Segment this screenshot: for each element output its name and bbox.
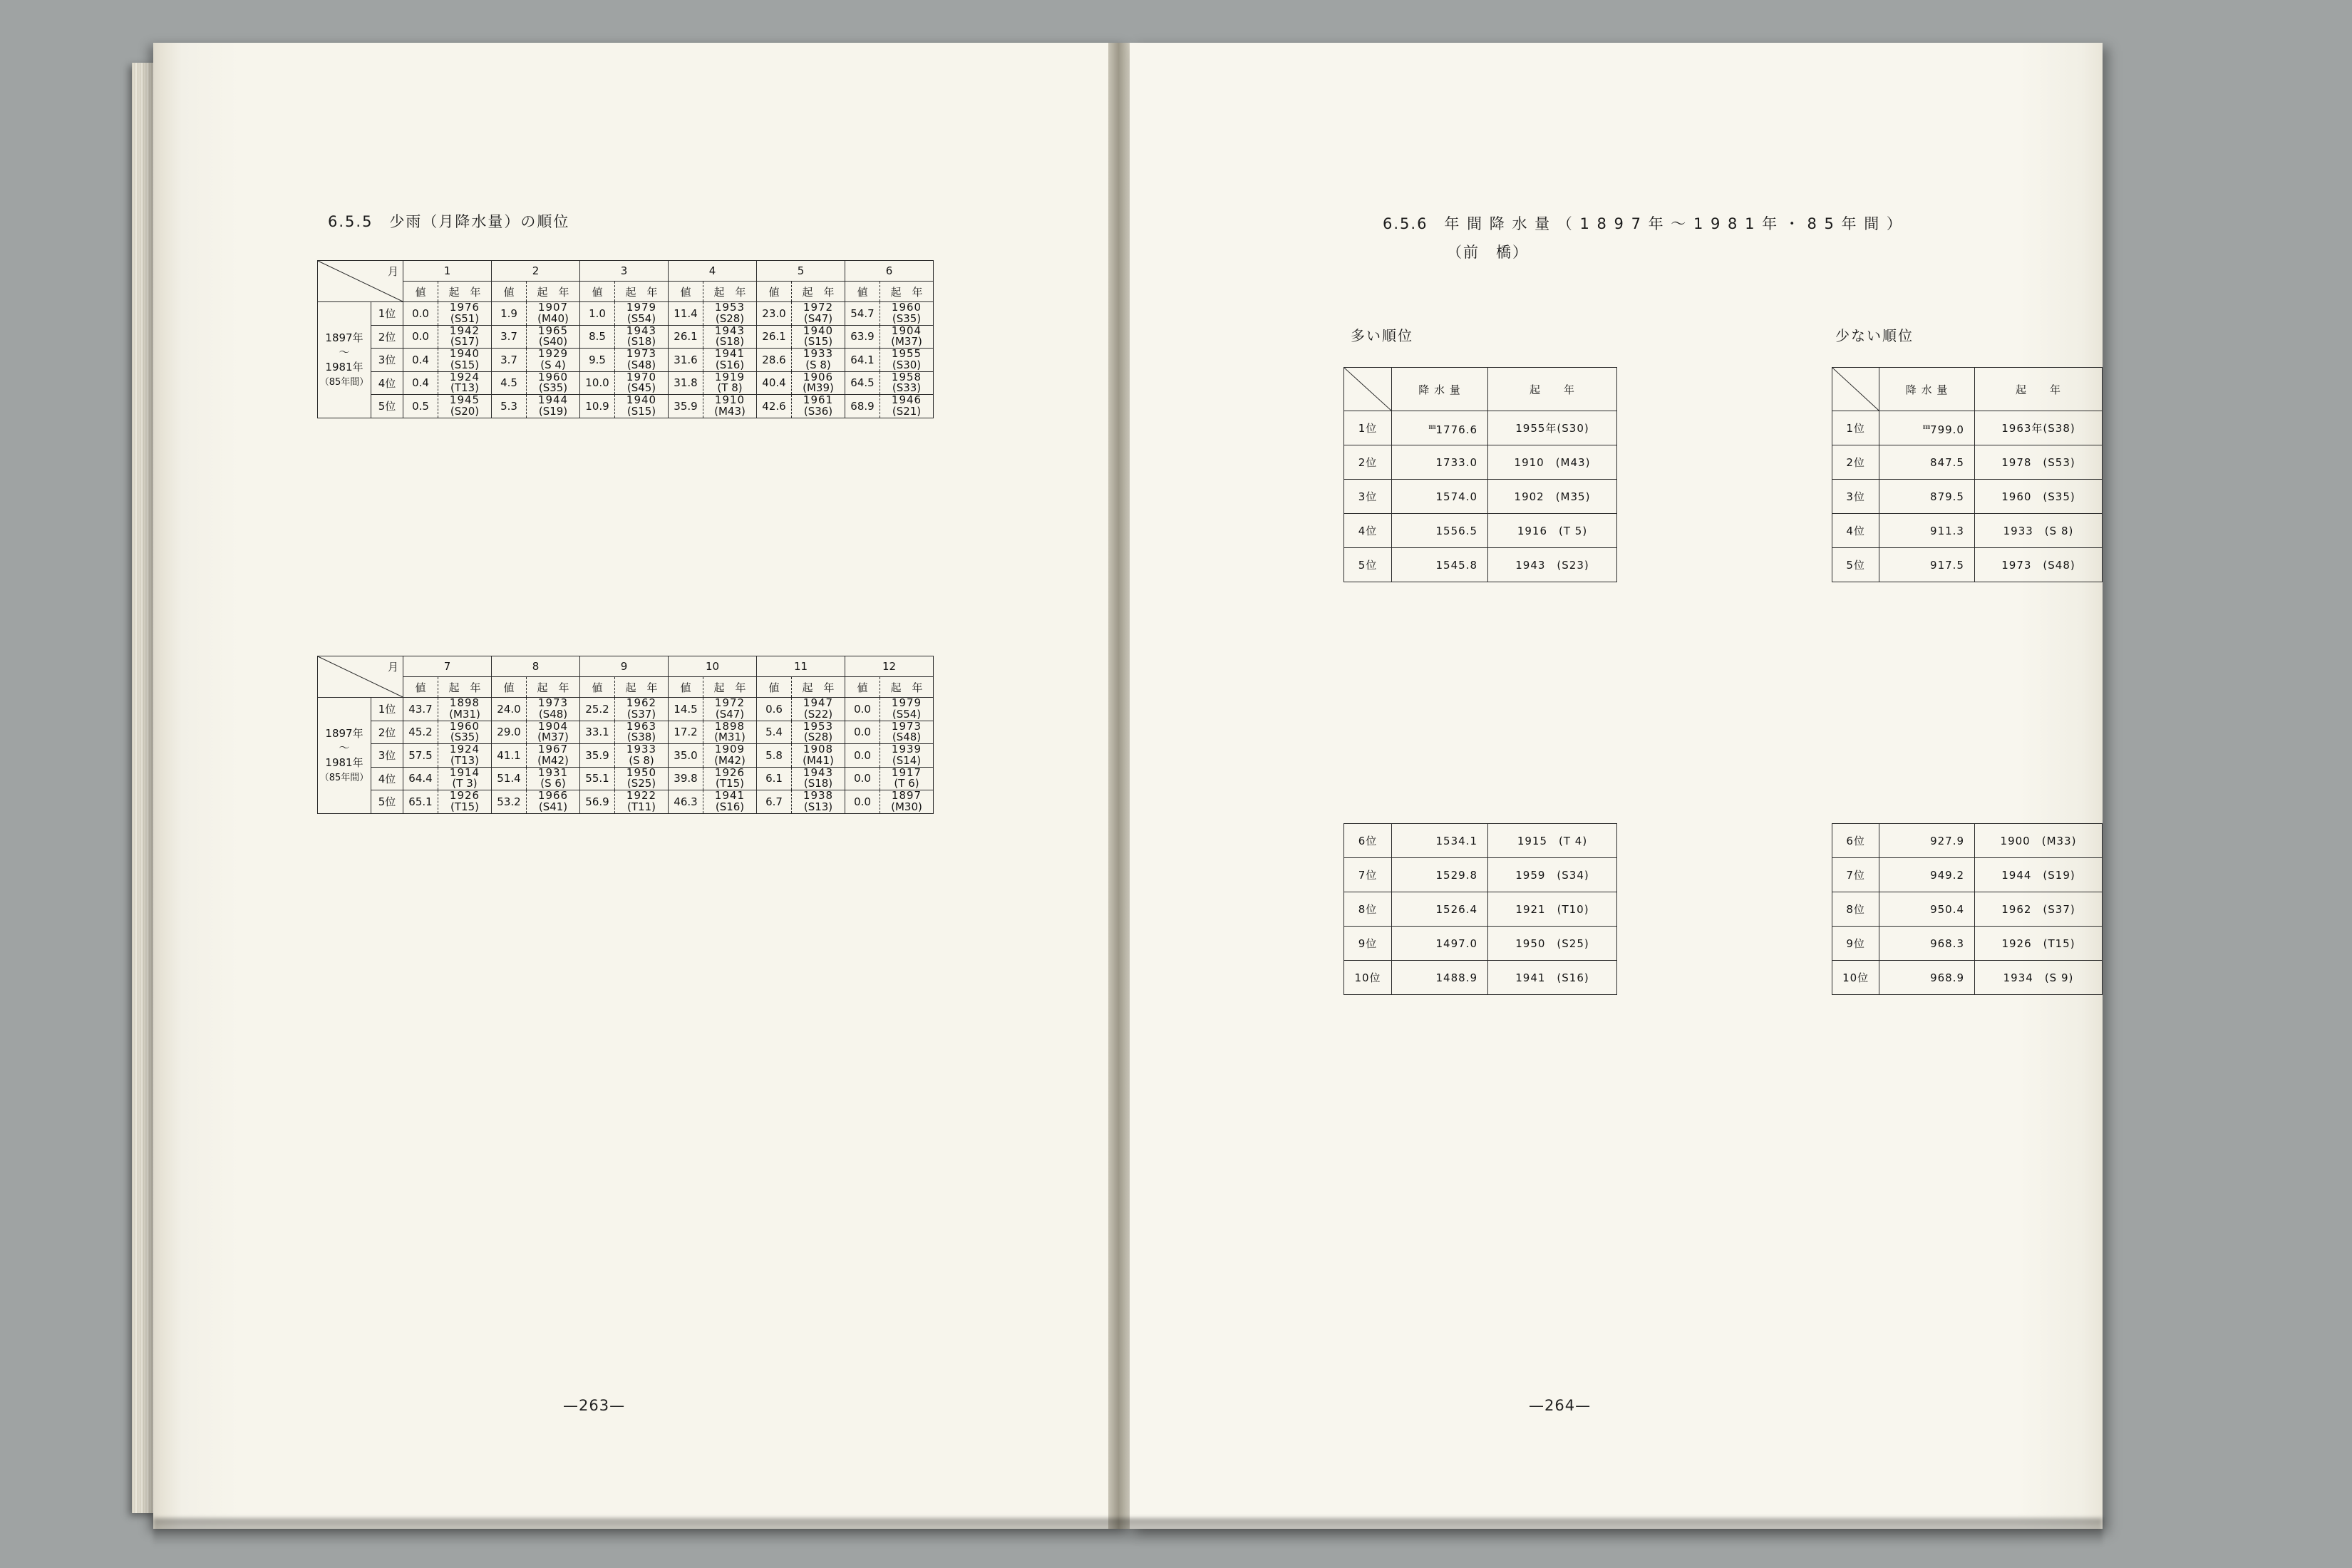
rank-label: 3位 [371, 349, 403, 372]
cell-year: 1924 (T13) [438, 744, 492, 768]
rank-label: 1位 [1344, 411, 1392, 445]
cell-value: 5.8 [757, 744, 792, 768]
month-header-4: 4 [669, 261, 757, 282]
subheader-year: 起 年 [527, 677, 580, 698]
cell-value: 68.9 [845, 395, 880, 418]
table-subheader-row [318, 677, 934, 698]
table-subheader-row [318, 282, 934, 302]
corner-cell [318, 261, 403, 302]
subheader-year: 起 年 [527, 282, 580, 302]
rank-label: 1位 [1832, 411, 1879, 445]
subheader-value: 値 [669, 677, 703, 698]
rank-label: 2位 [1832, 445, 1879, 480]
table-header-row [318, 656, 934, 677]
cell-year: 1904 (M37) [527, 721, 580, 744]
cell-year: 1955 (S30) [880, 349, 934, 372]
cell-value: 64.4 [403, 767, 438, 790]
rank-label: 5位 [1832, 548, 1879, 582]
right-section-title-line1: 6.5.6 年 間 降 水 量 （ 1 8 9 7 年 〜 1 9 8 1 年 ・ 8 5 年 間 ） [1383, 215, 1903, 232]
cell-year: 1966 (S41) [527, 790, 580, 814]
rank-label: 2位 [371, 721, 403, 744]
table-row [1832, 961, 2103, 995]
cell-year: 1959 (S34) [1488, 858, 1617, 892]
cell-year: 1919 (T 8) [703, 371, 757, 395]
cell-value: 0.5 [403, 395, 438, 418]
cell-year: 1915 (T 4) [1488, 824, 1617, 858]
table-many-rank-6-10 [1343, 823, 1617, 995]
month-header-11: 11 [757, 656, 845, 677]
cell-value: 0.0 [845, 721, 880, 744]
month-header-8: 8 [492, 656, 580, 677]
cell-value: 1.0 [580, 302, 615, 326]
subheader-value: 値 [492, 677, 527, 698]
cell-value: 26.1 [757, 325, 792, 349]
table-row [318, 790, 934, 814]
rank-label: 3位 [371, 744, 403, 768]
cell-value: 8.5 [580, 325, 615, 349]
subheader-value: 値 [669, 282, 703, 302]
cell-year: 1946 (S21) [880, 395, 934, 418]
table-row [1832, 548, 2103, 582]
table-few-rank-1-5 [1832, 367, 2103, 582]
rank-label: 8位 [1832, 892, 1879, 927]
cell-year: 1962 (S37) [615, 698, 669, 721]
cell-value: 0.0 [845, 767, 880, 790]
cell-amount: 1534.1 [1392, 824, 1488, 858]
cell-value: 0.0 [845, 790, 880, 814]
rank-label: 1位 [371, 302, 403, 326]
month-header-7: 7 [403, 656, 492, 677]
cell-value: 10.0 [580, 371, 615, 395]
cell-year: 1898 (M31) [438, 698, 492, 721]
cell-amount: 1545.8 [1392, 548, 1488, 582]
cell-amount: 968.3 [1879, 927, 1975, 961]
month-header-3: 3 [580, 261, 669, 282]
cell-year: 1897 (M30) [880, 790, 934, 814]
header-amount: 降 水 量 [1879, 368, 1975, 411]
unit-mm: ㎜ [1428, 423, 1436, 431]
cell-year: 1972 (S47) [703, 698, 757, 721]
cell-value: 3.7 [492, 325, 527, 349]
subheader-year: 起 年 [703, 677, 757, 698]
cell-year: 1960 (S35) [1974, 480, 2102, 514]
subheader-value: 値 [403, 282, 438, 302]
month-header-10: 10 [669, 656, 757, 677]
cell-year: 1965 (S40) [527, 325, 580, 349]
cell-year: 1945 (S20) [438, 395, 492, 418]
cell-amount: ㎜799.0 [1879, 411, 1975, 445]
cell-year: 1917 (T 6) [880, 767, 934, 790]
rank-label: 5位 [371, 790, 403, 814]
table-row [1832, 824, 2103, 858]
cell-year: 1970 (S45) [615, 371, 669, 395]
cell-year: 1931 (S 6) [527, 767, 580, 790]
table-header-row [1344, 368, 1617, 411]
cell-year: 1898 (M31) [703, 721, 757, 744]
cell-year: 1902 (M35) [1488, 480, 1617, 514]
right-section-title-line2: （前 橋） [1447, 244, 1529, 261]
cell-amount: 1529.8 [1392, 858, 1488, 892]
cell-year: 1960 (S35) [880, 302, 934, 326]
cell-value: 3.7 [492, 349, 527, 372]
table-row [318, 325, 934, 349]
cell-year: 1943 (S23) [1488, 548, 1617, 582]
cell-year: 1900 (M33) [1975, 824, 2103, 858]
cell-value: 57.5 [403, 744, 438, 768]
cell-year: 1947 (S22) [792, 698, 845, 721]
cell-amount: ㎜1776.6 [1392, 411, 1488, 445]
table-row [1832, 480, 2103, 514]
cell-value: 9.5 [580, 349, 615, 372]
cell-amount: 1488.9 [1392, 961, 1488, 995]
subheader-value: 値 [580, 282, 615, 302]
cell-value: 35.9 [669, 395, 703, 418]
cell-year: 1973 (S48) [1974, 548, 2102, 582]
rank-label: 6位 [1344, 824, 1392, 858]
cell-value: 63.9 [845, 325, 880, 349]
table-row [1344, 480, 1617, 514]
cell-value: 1.9 [492, 302, 527, 326]
cell-value: 45.2 [403, 721, 438, 744]
subheader-year: 起 年 [615, 282, 669, 302]
cell-value: 35.0 [669, 744, 703, 768]
cell-year: 1958 (S33) [880, 371, 934, 395]
cell-value: 0.0 [403, 302, 438, 326]
corner-month-label: 月 [387, 661, 398, 674]
cell-value: 64.5 [845, 371, 880, 395]
table-row [1832, 445, 2103, 480]
subheader-year: 起 年 [615, 677, 669, 698]
cell-year: 1939 (S14) [880, 744, 934, 768]
cell-amount: 949.2 [1879, 858, 1975, 892]
cell-amount: 1733.0 [1392, 445, 1488, 480]
cell-value: 0.0 [845, 744, 880, 768]
book-gutter [1108, 43, 1131, 1529]
cell-amount: 968.9 [1879, 961, 1975, 995]
table-header-row [1832, 368, 2103, 411]
table-many-rank-1-5 [1343, 367, 1617, 582]
cell-amount: 1526.4 [1392, 892, 1488, 927]
cell-value: 24.0 [492, 698, 527, 721]
cell-value: 46.3 [669, 790, 703, 814]
cell-year: 1976 (S51) [438, 302, 492, 326]
month-header-2: 2 [492, 261, 580, 282]
rank-label: 10位 [1832, 961, 1879, 995]
cell-value: 0.0 [403, 325, 438, 349]
cell-value: 31.8 [669, 371, 703, 395]
corner-cell [1832, 368, 1879, 411]
rank-label: 5位 [1344, 548, 1392, 582]
subheader-year: 起 年 [438, 282, 492, 302]
cell-year: 1973 (S48) [880, 721, 934, 744]
subheader-value: 値 [580, 677, 615, 698]
rank-label: 9位 [1832, 927, 1879, 961]
table-row [1344, 858, 1617, 892]
subheader-value: 値 [757, 282, 792, 302]
cell-amount: 950.4 [1879, 892, 1975, 927]
cell-amount: 911.3 [1879, 514, 1975, 548]
table-row [318, 302, 934, 326]
cell-value: 5.4 [757, 721, 792, 744]
cell-year: 1979 (S54) [615, 302, 669, 326]
cell-year: 1950 (S25) [615, 767, 669, 790]
month-header-12: 12 [845, 656, 934, 677]
cell-year: 1940 (S15) [615, 395, 669, 418]
rank-label: 8位 [1344, 892, 1392, 927]
table-row [318, 349, 934, 372]
cell-year: 1934 (S 9) [1975, 961, 2103, 995]
cell-year: 1941 (S16) [703, 790, 757, 814]
cell-year: 1944 (S19) [1975, 858, 2103, 892]
cell-year: 1910 (M43) [703, 395, 757, 418]
cell-year: 1943 (S18) [615, 325, 669, 349]
unit-mm: ㎜ [1923, 423, 1931, 431]
left-page [153, 43, 1130, 1529]
cell-year: 1972 (S47) [792, 302, 845, 326]
month-header-1: 1 [403, 261, 492, 282]
cell-value: 54.7 [845, 302, 880, 326]
cell-value: 5.3 [492, 395, 527, 418]
subheader-year: 起 年 [703, 282, 757, 302]
cell-value: 25.2 [580, 698, 615, 721]
cell-value: 53.2 [492, 790, 527, 814]
cell-year: 1906 (M39) [792, 371, 845, 395]
rank-label: 10位 [1344, 961, 1392, 995]
cell-value: 56.9 [580, 790, 615, 814]
table-row [1344, 824, 1617, 858]
cell-value: 26.1 [669, 325, 703, 349]
cell-year: 1933 (S 8) [1974, 514, 2102, 548]
rank-label: 5位 [371, 395, 403, 418]
table-row [1832, 514, 2103, 548]
cell-amount: 1574.0 [1392, 480, 1488, 514]
right-folio: —264— [1529, 1397, 1592, 1414]
cell-value: 35.9 [580, 744, 615, 768]
cell-year: 1978 (S53) [1974, 445, 2102, 480]
cell-year: 1955年(S30) [1488, 411, 1617, 445]
table-few-rank-6-10 [1832, 823, 2103, 995]
table-row [1832, 927, 2103, 961]
cell-year: 1916 (T 5) [1488, 514, 1617, 548]
table-row [1832, 411, 2103, 445]
cell-year: 1910 (M43) [1488, 445, 1617, 480]
subheader-year: 起 年 [438, 677, 492, 698]
cell-value: 33.1 [580, 721, 615, 744]
cell-amount: 917.5 [1879, 548, 1975, 582]
cell-amount: 1497.0 [1392, 927, 1488, 961]
cell-value: 41.1 [492, 744, 527, 768]
subheader-value: 値 [845, 677, 880, 698]
cell-value: 0.0 [845, 698, 880, 721]
rank-label: 3位 [1832, 480, 1879, 514]
cell-year: 1961 (S36) [792, 395, 845, 418]
corner-cell [1344, 368, 1392, 411]
subheader-value: 値 [845, 282, 880, 302]
cell-value: 31.6 [669, 349, 703, 372]
cell-year: 1979 (S54) [880, 698, 934, 721]
cell-value: 39.8 [669, 767, 703, 790]
subheader-value: 値 [492, 282, 527, 302]
table-row [1832, 892, 2103, 927]
cell-value: 40.4 [757, 371, 792, 395]
cell-value: 11.4 [669, 302, 703, 326]
rank-label: 6位 [1832, 824, 1879, 858]
table-header-row [318, 261, 934, 282]
table-row [318, 698, 934, 721]
table-low-rain-months-1-6 [317, 260, 934, 418]
cell-value: 55.1 [580, 767, 615, 790]
subheader-value: 値 [757, 677, 792, 698]
cell-year: 1907 (M40) [527, 302, 580, 326]
cell-year: 1973 (S48) [615, 349, 669, 372]
rank-label: 3位 [1344, 480, 1392, 514]
cell-value: 17.2 [669, 721, 703, 744]
cell-value: 28.6 [757, 349, 792, 372]
cell-value: 64.1 [845, 349, 880, 372]
cell-year: 1944 (S19) [527, 395, 580, 418]
table-row [1344, 927, 1617, 961]
cell-value: 4.5 [492, 371, 527, 395]
cell-year: 1909 (M42) [703, 744, 757, 768]
cell-year: 1922 (T11) [615, 790, 669, 814]
cell-amount: 927.9 [1879, 824, 1975, 858]
table-row [1832, 858, 2103, 892]
cell-amount: 1556.5 [1392, 514, 1488, 548]
left-section-title: 6.5.5 少雨（月降水量）の順位 [328, 213, 570, 230]
rank-label: 7位 [1832, 858, 1879, 892]
heading-few-order: 少ない順位 [1835, 327, 1914, 344]
table-row [318, 767, 934, 790]
cell-year: 1963 (S38) [615, 721, 669, 744]
cell-value: 43.7 [403, 698, 438, 721]
period-side-label: 1897年 〜 1981年 （85年間） [318, 302, 371, 418]
month-header-9: 9 [580, 656, 669, 677]
open-book [132, 43, 2103, 1529]
rank-label: 2位 [1344, 445, 1392, 480]
cell-value: 14.5 [669, 698, 703, 721]
cell-value: 6.1 [757, 767, 792, 790]
rank-label: 4位 [371, 371, 403, 395]
cell-amount: 879.5 [1879, 480, 1975, 514]
period-side-label: 1897年 〜 1981年 （85年間） [318, 698, 371, 814]
cell-year: 1933 (S 8) [792, 349, 845, 372]
cell-year: 1926 (T15) [1975, 927, 2103, 961]
cell-year: 1953 (S28) [703, 302, 757, 326]
rank-label: 9位 [1344, 927, 1392, 961]
table-row [318, 395, 934, 418]
cell-value: 65.1 [403, 790, 438, 814]
cell-year: 1960 (S35) [438, 721, 492, 744]
table-row [1344, 514, 1617, 548]
subheader-year: 起 年 [880, 282, 934, 302]
table-row [318, 371, 934, 395]
subheader-year: 起 年 [880, 677, 934, 698]
table-row [1344, 411, 1617, 445]
cell-value: 42.6 [757, 395, 792, 418]
cell-year: 1950 (S25) [1488, 927, 1617, 961]
cell-year: 1929 (S 4) [527, 349, 580, 372]
header-year: 起 年 [1488, 368, 1617, 411]
table-row [1344, 892, 1617, 927]
cell-year: 1933 (S 8) [615, 744, 669, 768]
cell-year: 1962 (S37) [1975, 892, 2103, 927]
cell-year: 1942 (S17) [438, 325, 492, 349]
corner-month-label: 月 [387, 265, 398, 278]
header-amount: 降 水 量 [1392, 368, 1488, 411]
page-shadow [153, 1518, 2103, 1547]
cell-year: 1943 (S18) [703, 325, 757, 349]
cell-year: 1938 (S13) [792, 790, 845, 814]
cell-value: 51.4 [492, 767, 527, 790]
cell-year: 1940 (S15) [792, 325, 845, 349]
rank-label: 4位 [1832, 514, 1879, 548]
month-header-5: 5 [757, 261, 845, 282]
cell-year: 1953 (S28) [792, 721, 845, 744]
cell-year: 1943 (S18) [792, 767, 845, 790]
left-folio: —263— [563, 1397, 626, 1414]
cell-year: 1908 (M41) [792, 744, 845, 768]
cell-year: 1941 (S16) [703, 349, 757, 372]
cell-year: 1967 (M42) [527, 744, 580, 768]
cell-year: 1960 (S35) [527, 371, 580, 395]
cell-value: 0.4 [403, 349, 438, 372]
month-header-6: 6 [845, 261, 934, 282]
table-row [1344, 445, 1617, 480]
cell-year: 1941 (S16) [1488, 961, 1617, 995]
rank-label: 4位 [371, 767, 403, 790]
header-year: 起 年 [1974, 368, 2102, 411]
subheader-year: 起 年 [792, 677, 845, 698]
rank-label: 2位 [371, 325, 403, 349]
cell-value: 23.0 [757, 302, 792, 326]
cell-year: 1973 (S48) [527, 698, 580, 721]
cell-year: 1926 (T15) [438, 790, 492, 814]
corner-cell [318, 656, 403, 698]
cell-value: 6.7 [757, 790, 792, 814]
cell-value: 0.4 [403, 371, 438, 395]
right-page [1130, 43, 2103, 1529]
cell-year: 1924 (T13) [438, 371, 492, 395]
cell-value: 29.0 [492, 721, 527, 744]
cell-value: 10.9 [580, 395, 615, 418]
rank-label: 7位 [1344, 858, 1392, 892]
table-row [318, 721, 934, 744]
cell-value: 0.6 [757, 698, 792, 721]
table-row [318, 744, 934, 768]
table-low-rain-months-7-12 [317, 656, 934, 814]
cell-year: 1904 (M37) [880, 325, 934, 349]
heading-many-order: 多い順位 [1351, 327, 1413, 344]
table-row [1344, 548, 1617, 582]
cell-amount: 847.5 [1879, 445, 1975, 480]
rank-label: 4位 [1344, 514, 1392, 548]
cell-year: 1963年(S38) [1974, 411, 2102, 445]
cell-year: 1914 (T 3) [438, 767, 492, 790]
cell-year: 1921 (T10) [1488, 892, 1617, 927]
cell-year: 1940 (S15) [438, 349, 492, 372]
table-row [1344, 961, 1617, 995]
rank-label: 1位 [371, 698, 403, 721]
cell-year: 1926 (T15) [703, 767, 757, 790]
subheader-year: 起 年 [792, 282, 845, 302]
subheader-value: 値 [403, 677, 438, 698]
